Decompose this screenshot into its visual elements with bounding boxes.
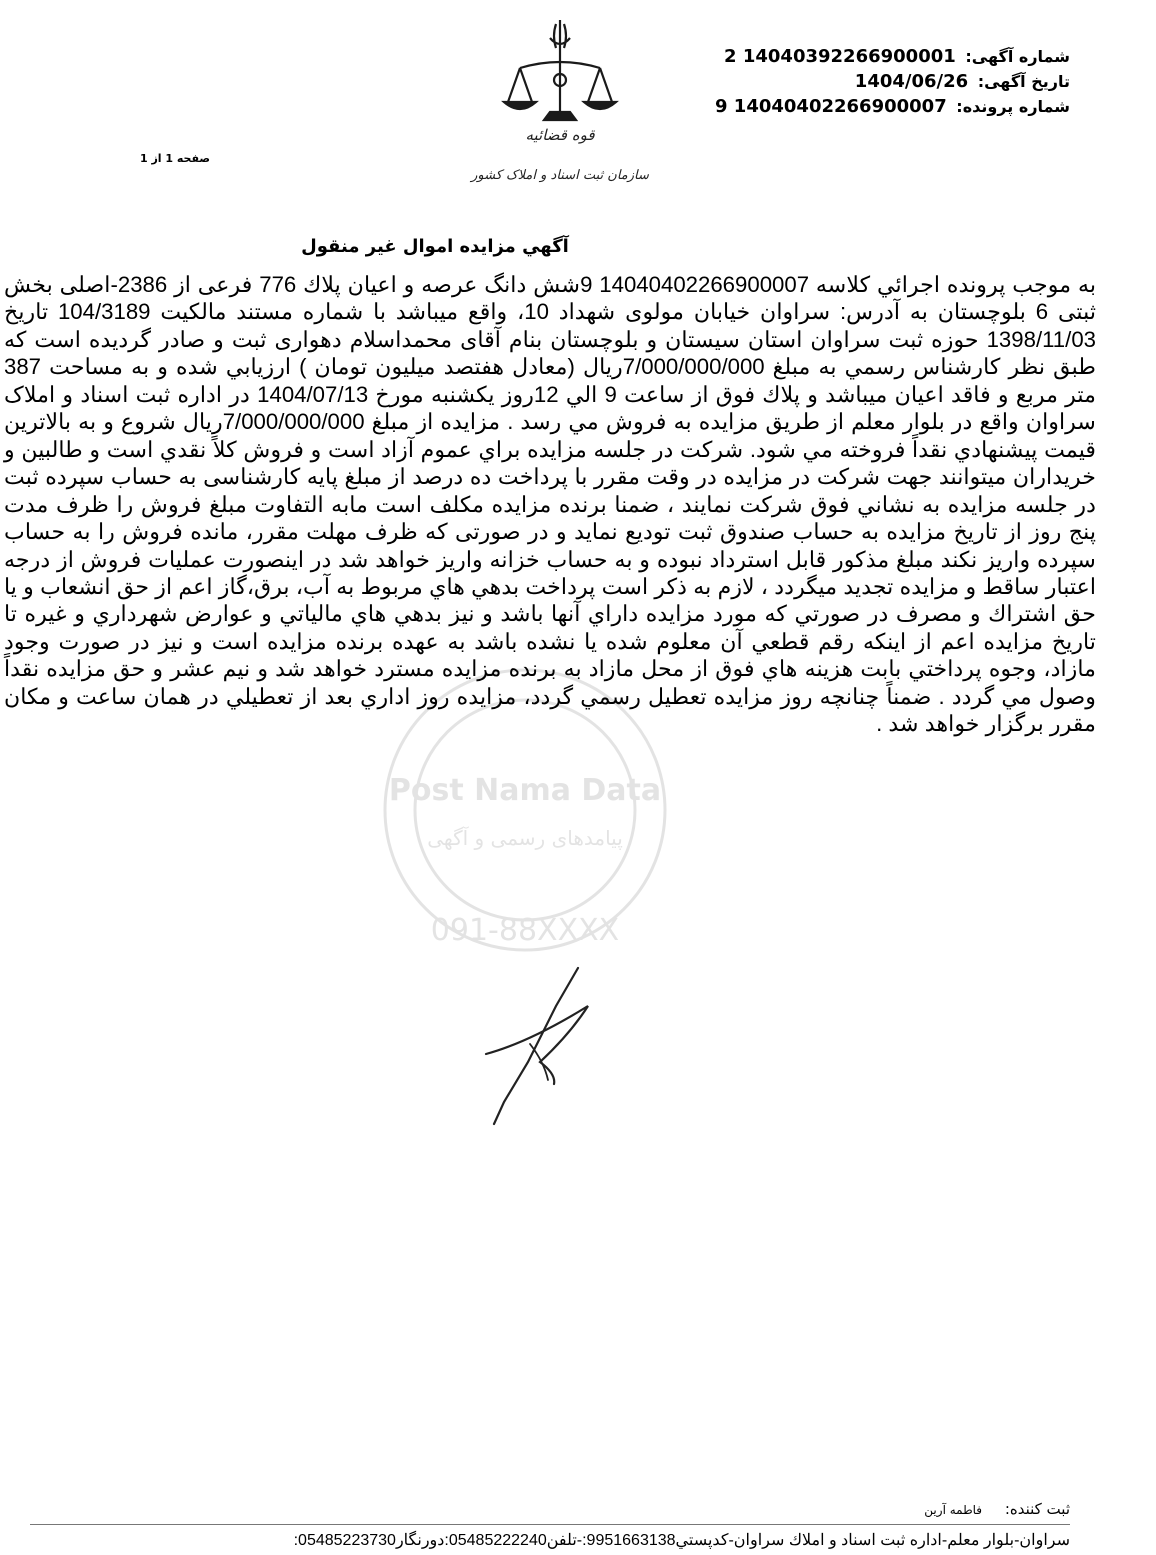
watermark-line1: Post Nama Data — [388, 773, 662, 808]
page-indicator: صفحه 1 از 1 — [139, 152, 211, 165]
notice-date-row — [650, 69, 1070, 94]
watermark-line3: 091-88XXXX — [430, 913, 620, 948]
notice-date-label: تاریخ آگهی: — [977, 72, 1070, 91]
notice-number-row — [650, 44, 1070, 69]
file-number-row — [650, 94, 1070, 119]
footer-divider — [30, 1524, 1070, 1525]
notice-date: 1404/06/26 — [854, 71, 969, 92]
footer-contact: سراوان-بلوار معلم-اداره ثبت اسناد و املاك سراوان-كدپستي9951663138:-تلفن05485222240:دورنگار05485223730: — [293, 1532, 1070, 1549]
file-number: 14040402266900007 9 — [714, 96, 947, 117]
registrar-name: فاطمه آرين — [924, 1503, 983, 1517]
notice-number: 14040392266900001 2 — [724, 46, 956, 67]
seal-line2: سازمان ثبت اسناد و املاک کشور — [471, 168, 649, 183]
registrar-label: ثبت کننده: — [1004, 1500, 1070, 1518]
notice-meta — [650, 44, 1070, 119]
notice-body: به موجب پرونده اجرائي كلاسه 14040402266900007 9شش دانگ عرصه و اعيان پلاك 776 فرعی از 2386-اصلی بخش ثبتی 6 بلوچستان به آدرس: سراوان خیابان مولوی شهداد 10، واقع میباشد با شماره مستند مالكيت 104/3189 تاريخ 1398/11/03 حوزه ثبت سراوان استان سيستان و بلوچستان بنام آقای محمداسلام دهواری ثبت و صادر گرديده است كه طبق نظر كارشناس رسمي به مبلغ 7/000/000/000ريال (معادل هفتصد ميليون تومان ) ارزيابي شده و به مساحت 387 متر مربع و فاقد اعيان ميباشد و پلاك فوق از ساعت 9 الي 12روز يكشنبه مورخ 1404/07/13 در اداره ثبت اسناد و املاک سراوان واقع در بلوار معلم از طريق مزايده به فروش مي رسد . مزايده از مبلغ 7/000/000/000ريال شروع و به بالاترين قيمت پيشنهادي نقداً فروخته مي شود. شركت در جلسه مزايده براي عموم آزاد است و فروش كلاً نقدي است و طالبين و خريداران ميتوانند جهت شركت در مزايده در وقت مقرر با پرداخت ده درصد از مبلغ پايه كارشناسی به حساب سپرده ثبت در جلسه مزايده به نشاني فوق شركت نمايند ، ضمنا برنده مزايده مكلف است مابه التفاوت مبلغ فروش را ظرف مدت پنج روز از تاريخ مزايده به حساب صندوق ثبت توديع نمايد و در صورتی كه ظرف مهلت مقرر، مانده فروش را به حساب سپرده واريز نكند مبلغ مذكور قابل استرداد نبوده و به حساب خزانه واريز خواهد شد در اينصورت عمليات فروش از درجه اعتبار ساقط و مزايده تجديد ميگردد ، لازم به ذكر است پرداخت بدهي هاي مربوط به آب، برق،گاز اعم از حق انشعاب و يا حق اشتراك و مصرف در صورتي كه مورد مزايده داراي آنها باشد و نيز بدهي هاي مالياتي و عوارض شهرداري و غيره تا تاريخ مزايده اعم از اينكه رقم قطعي آن معلوم شده يا نشده باشد به عهده برنده مزايده است و نيز در صورت وجود مازاد، وجوه پرداختي بابت هزينه هاي فوق از محل مازاد به برنده مزايده مسترد خواهد شد و نيم عشر و حق مزايده نقداً وصول مي گردد . ضمناً چنانچه روز مزايده تعطيل رسمي گردد، مزايده روز اداري بعد از تعطيلي در همان ساعت و مكان مقرر برگزار خواهد شد . — [4, 272, 1097, 737]
seal-line1: قوه قضائيه — [525, 126, 595, 144]
page-title: آگهي مزايده اموال غير منقول — [301, 236, 569, 257]
signature — [470, 962, 610, 1132]
judiciary-emblem — [470, 8, 650, 198]
file-number-label: شماره پرونده: — [956, 97, 1070, 116]
watermark-line2: پیامدهای رسمی و آگهی — [427, 826, 623, 850]
signature-icon — [470, 962, 610, 1132]
notice-number-label: شماره آگهی: — [965, 47, 1070, 66]
registrar — [570, 1500, 1070, 1518]
